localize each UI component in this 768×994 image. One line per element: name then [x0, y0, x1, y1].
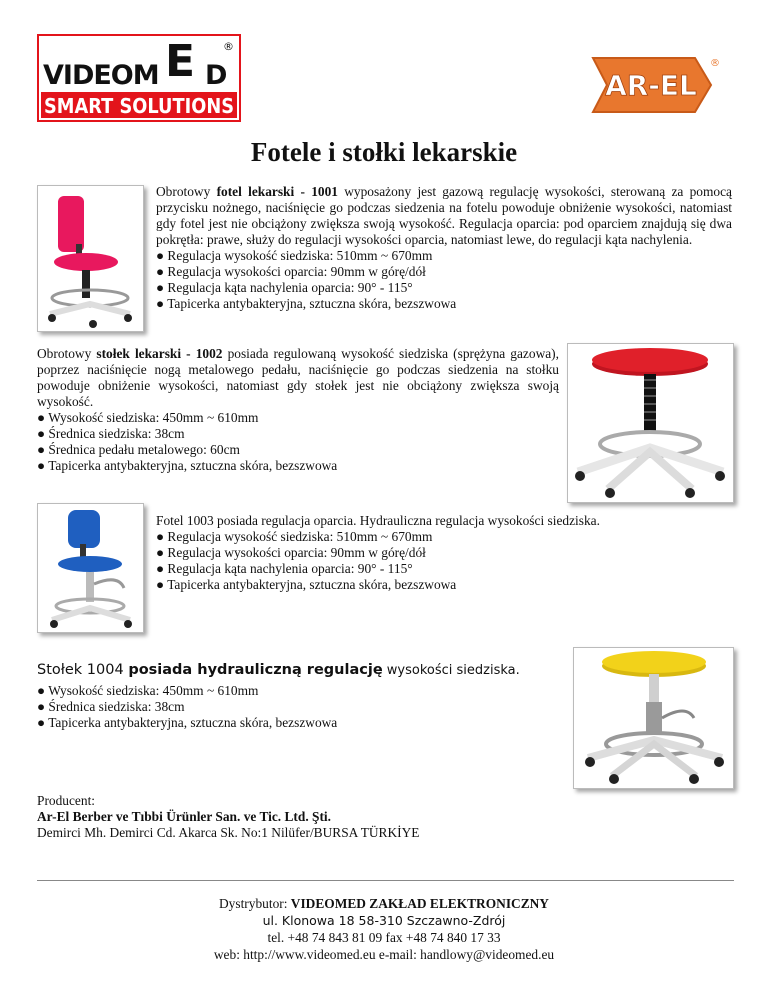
- product-1002-name: stołek lekarski - 1002: [96, 346, 223, 361]
- page-title: Fotele i stołki lekarskie: [250, 137, 518, 167]
- producer-label: Producent:: [37, 793, 96, 808]
- text-span: wyposażony jest gazową regulację wysokości, sterowaną za pomocą przycisku nożnego, naciśnięcie go podczas siedzenia na fotelu powoduje obniżenie wysokości, natomiast gdy fotel jest nie obciążony zwiększa swoją wysokość. Regulacja oparcia: pod oparciem znajdują się dwa pokrętła: prawe, służy do regulacji wysokości oparcia, natomiast lewe, do regulacji kąta nachylenia.: [156, 184, 732, 247]
- stool-1004-image: [573, 647, 734, 789]
- bullet: ● Regulacja kąta nachylenia oparcia: 90° - 115°: [156, 280, 413, 295]
- bullet: ● Regulacja wysokość siedziska: 510mm ~ 670mm: [156, 529, 433, 544]
- stool-1002-image: [567, 343, 734, 503]
- videomed-logo-graphic: [39, 36, 239, 120]
- bullet: ● Średnica siedziska: 38cm: [37, 699, 185, 714]
- product-1001-text: [156, 184, 732, 312]
- chair-1003-image: [37, 503, 144, 633]
- product-1003-description: Fotel 1003 posiada regulacja oparcia. Hydrauliczna regulacja wysokości siedziska.: [156, 513, 600, 528]
- producer-section: [37, 793, 737, 841]
- arel-logo: [583, 50, 723, 120]
- distributor-line: [0, 895, 768, 912]
- registered-mark: ®: [223, 40, 234, 53]
- product-1003-text: [156, 513, 732, 593]
- footer-web: web: http://www.videomed.eu e-mail: handlowy@videomed.eu: [213, 947, 555, 962]
- videomed-logo: [37, 34, 241, 122]
- footer-address: ul. Klonowa 18 58-310 Szczawno-Zdrój: [262, 913, 506, 928]
- bullet: ● Średnica siedziska: 38cm: [37, 426, 185, 441]
- bullet: ● Wysokość siedziska: 450mm ~ 610mm: [37, 683, 259, 698]
- product-1002-description: [37, 346, 559, 410]
- product-1004-name: posiada hydrauliczną regulację: [128, 662, 383, 678]
- text-span: Obrotowy: [37, 346, 97, 361]
- bullet: ● Regulacja wysokość siedziska: 510mm ~ 670mm: [156, 248, 433, 263]
- text-span: Obrotowy: [156, 184, 217, 199]
- producer-address: Demirci Mh. Demirci Cd. Akarca Sk. No:1 Nilüfer/BURSA TÜRKİYE: [37, 825, 420, 840]
- chair-1003-seat: [58, 556, 122, 572]
- distributor-name: VIDEOMED ZAKŁAD ELEKTRONICZNY: [290, 896, 549, 911]
- text-span: posiada regulowaną wysokość siedziska (sprężyna gazowa), poprzez naciśnięcie nogą metalowego pedału, naciśnięcie go podczas siedzenia na stołku powoduje obniżenie wysokości, natomiast gdy stołek jest nie obciążony zwiększa swoją wysokość.: [37, 346, 559, 409]
- videomed-logo-d: D: [205, 60, 228, 91]
- product-1001-description: [156, 184, 732, 248]
- arel-registered-mark: ®: [710, 58, 720, 69]
- distributor-label: Dystrybutor:: [219, 896, 291, 911]
- arel-logo-text: AR-EL: [605, 69, 697, 102]
- product-1002-text: [37, 346, 559, 474]
- videomed-logo-wordmark: VIDEOM: [43, 60, 159, 91]
- footer: [0, 895, 768, 963]
- bullet: ● Tapicerka antybakteryjna, sztuczna skóra, bezszwowa: [156, 296, 457, 311]
- text-span: wysokości siedziska.: [382, 663, 520, 678]
- videomed-logo-e: E: [165, 36, 196, 87]
- product-1001-name: fotel lekarski - 1001: [216, 184, 338, 199]
- bullet: ● Regulacja wysokości oparcia: 90mm w górę/dół: [156, 545, 426, 560]
- chair-1001-image: [37, 185, 144, 332]
- product-1004-text: [37, 660, 559, 731]
- bullet: ● Regulacja wysokości oparcia: 90mm w górę/dół: [156, 264, 426, 279]
- chair-1003-backrest: [68, 510, 100, 548]
- bullet: ● Tapicerka antybakteryjna, sztuczna skóra, bezszwowa: [37, 458, 338, 473]
- stool-1002-seat: [592, 348, 708, 372]
- bullet: ● Regulacja kąta nachylenia oparcia: 90° - 115°: [156, 561, 413, 576]
- arel-logo-graphic: [583, 50, 723, 120]
- chair-1001-backrest: [58, 196, 84, 252]
- smart-solutions-text: SMART SOLUTIONS: [44, 94, 234, 118]
- footer-phone: tel. +48 74 843 81 09 fax +48 74 840 17 33: [267, 930, 501, 945]
- stool-1004-seat: [602, 651, 706, 673]
- chair-1001-seat: [54, 253, 118, 271]
- bullet: ● Tapicerka antybakteryjna, sztuczna skóra, bezszwowa: [156, 577, 457, 592]
- product-1004-description: [37, 660, 559, 681]
- bullet: ● Wysokość siedziska: 450mm ~ 610mm: [37, 410, 259, 425]
- producer-name: Ar-El Berber ve Tıbbi Ürünler San. ve Tic. Ltd. Şti.: [37, 809, 331, 824]
- bullet: ● Średnica pedału metalowego: 60cm: [37, 442, 240, 457]
- bullet: ● Tapicerka antybakteryjna, sztuczna skóra, bezszwowa: [37, 715, 338, 730]
- footer-divider: [37, 880, 734, 881]
- text-span: Stołek 1004: [37, 662, 129, 678]
